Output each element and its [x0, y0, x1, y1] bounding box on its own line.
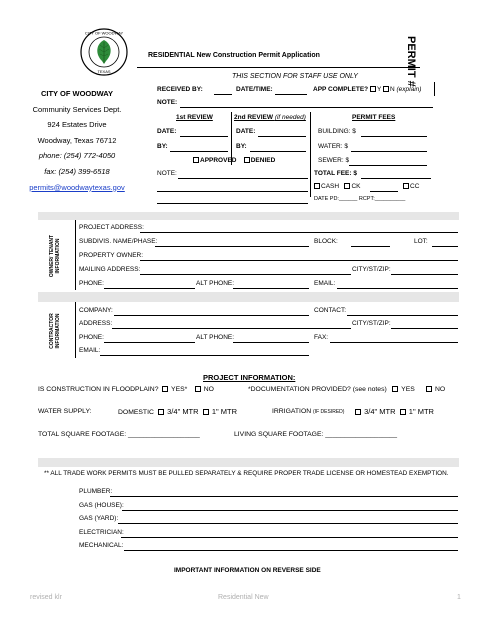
- first-review-date-label: DATE:: [157, 128, 177, 135]
- app-complete-yes-checkbox[interactable]: [370, 86, 376, 92]
- owner-section-label: OWNER/ TENANT INFORMATION: [49, 234, 61, 278]
- city-state-zip: Woodway, Texas 76712: [37, 135, 117, 145]
- second-review-heading: 2nd REVIEW (if needed): [234, 114, 306, 121]
- subdivision-label: SUBDIVIS. NAME/PHASE:: [79, 238, 158, 245]
- footer-page-number: 1: [457, 594, 461, 601]
- contact-label: CONTACT:: [314, 307, 347, 314]
- irrigation-1-meter-checkbox[interactable]: [400, 409, 406, 415]
- city-dept: Community Services Dept.: [32, 104, 122, 114]
- city-address: 924 Estates Drive: [47, 120, 107, 130]
- domestic-3-4-meter-checkbox[interactable]: [158, 409, 164, 415]
- staff-note2-label: NOTE:: [157, 170, 177, 177]
- contractor-address-label: ADDRESS:: [79, 320, 113, 327]
- floodplain-yes-checkbox[interactable]: [162, 386, 168, 392]
- staff-note-label: NOTE:: [157, 99, 178, 106]
- owner-city-st-zip-label: CITY/ST/ZIP:: [352, 266, 391, 273]
- city-seal-logo: [80, 28, 128, 76]
- domestic-meter-row: DOMESTIC 3/4" MTR 1" MTR: [118, 407, 237, 416]
- city-fax: fax: (254) 399-6518: [44, 166, 110, 176]
- project-address-label: PROJECT ADDRESS:: [79, 224, 144, 231]
- building-fee-label: BUILDING: $: [318, 128, 356, 135]
- floodplain-row: IS CONSTRUCTION IN FLOODPLAIN? YES* NO: [38, 386, 214, 393]
- contractor-city-st-zip-label: CITY/ST/ZIP:: [352, 320, 391, 327]
- trade-permit-notice: ** ALL TRADE WORK PERMITS MUST BE PULLED SEPARATELY & REQUIRE PROPER TRADE LICENSE OR HOMESTEAD EXEMPTION.: [44, 470, 449, 477]
- payment-method: CASH CK: [314, 183, 361, 190]
- irrigation-3-4-meter-checkbox[interactable]: [355, 409, 361, 415]
- denied-checkbox[interactable]: [244, 157, 250, 163]
- gas-yard-label: GAS (YARD):: [79, 515, 119, 522]
- city-phone: phone: (254) 772-4050: [38, 151, 116, 161]
- date-time-label: DATE/TIME:: [236, 86, 273, 93]
- documentation-row: *DOCUMENTATION PROVIDED? (see notes) YES NO: [248, 386, 446, 393]
- owner-phone-label: PHONE:: [79, 280, 104, 287]
- form-title: RESIDENTIAL New Construction Permit Application: [148, 52, 320, 59]
- footer-revised: revised klr: [30, 594, 62, 601]
- irrigation-row: IRRIGATION (IF DESIRED): [272, 408, 345, 415]
- city-name: CITY OF WOODWAY: [40, 89, 114, 98]
- city-email-link[interactable]: permits@woodwaytexas.gov: [29, 182, 125, 192]
- mechanical-label: MECHANICAL:: [79, 542, 124, 549]
- company-label: COMPANY:: [79, 307, 113, 314]
- first-review-heading: 1st REVIEW: [176, 114, 213, 121]
- contractor-section-label: CONTRACTOR INFORMATION: [49, 313, 61, 349]
- documentation-no-checkbox[interactable]: [426, 386, 432, 392]
- total-square-footage-field[interactable]: TOTAL SQUARE FOOTAGE: ___________________: [38, 431, 200, 438]
- check-checkbox[interactable]: [344, 183, 350, 189]
- living-square-footage-field[interactable]: LIVING SQUARE FOOTAGE: ___________________: [234, 431, 398, 438]
- water-fee-label: WATER: $: [318, 143, 348, 150]
- gas-house-label: GAS (HOUSE):: [79, 502, 124, 509]
- documentation-yes-checkbox[interactable]: [392, 386, 398, 392]
- irrigation-meter-row: 3/4" MTR 1" MTR: [355, 407, 434, 416]
- date-paid-receipt: DATE PD:______ RCPT:__________: [314, 196, 406, 202]
- plumber-label: PLUMBER:: [79, 488, 113, 495]
- approved-checkbox[interactable]: [193, 157, 199, 163]
- credit-card-option: CC: [403, 183, 419, 190]
- property-owner-label: PROPERTY OWNER:: [79, 252, 144, 259]
- contractor-email-label: EMAIL:: [79, 347, 101, 354]
- second-review-date-label: DATE:: [236, 128, 256, 135]
- cash-checkbox[interactable]: [314, 183, 320, 189]
- reverse-side-notice: IMPORTANT INFORMATION ON REVERSE SIDE: [174, 567, 321, 574]
- second-review-by-label: BY:: [236, 143, 247, 150]
- staff-only-heading: THIS SECTION FOR STAFF USE ONLY: [232, 73, 358, 80]
- owner-email-label: EMAIL:: [314, 280, 336, 287]
- block-label: BLOCK:: [314, 238, 338, 245]
- logo-ring-text-bottom: TEXAS: [97, 69, 111, 74]
- credit-card-checkbox[interactable]: [403, 183, 409, 189]
- mailing-address-label: MAILING ADDRESS:: [79, 266, 141, 273]
- lot-label: LOT:: [414, 238, 428, 245]
- app-complete-no-checkbox[interactable]: [383, 86, 389, 92]
- approval-options: APPROVED DENIED: [193, 157, 275, 164]
- total-fee-label: TOTAL FEE: $: [314, 170, 357, 177]
- received-by-label: RECEIVED BY:: [157, 86, 203, 93]
- permit-number-label: PERMIT #: [405, 36, 417, 87]
- logo-ring-text-top: CITY OF WOODWAY: [84, 30, 124, 36]
- footer-center-title: Residential New: [218, 594, 269, 601]
- first-review-by-label: BY:: [157, 143, 168, 150]
- contractor-alt-phone-label: ALT PHONE:: [196, 334, 235, 341]
- app-complete-field: APP COMPLETE? Y N (explain): [313, 86, 422, 93]
- contractor-phone-label: PHONE:: [79, 334, 104, 341]
- electrician-label: ELECTRICIAN:: [79, 529, 124, 536]
- owner-alt-phone-label: ALT PHONE:: [196, 280, 235, 287]
- sewer-fee-label: SEWER: $: [318, 157, 350, 164]
- contractor-fax-label: FAX:: [314, 334, 329, 341]
- floodplain-no-checkbox[interactable]: [195, 386, 201, 392]
- water-supply-label: WATER SUPPLY:: [38, 408, 92, 415]
- permit-fees-heading: PERMIT FEES: [352, 114, 396, 121]
- project-info-heading: PROJECT INFORMATION:: [203, 373, 296, 382]
- domestic-1-meter-checkbox[interactable]: [203, 409, 209, 415]
